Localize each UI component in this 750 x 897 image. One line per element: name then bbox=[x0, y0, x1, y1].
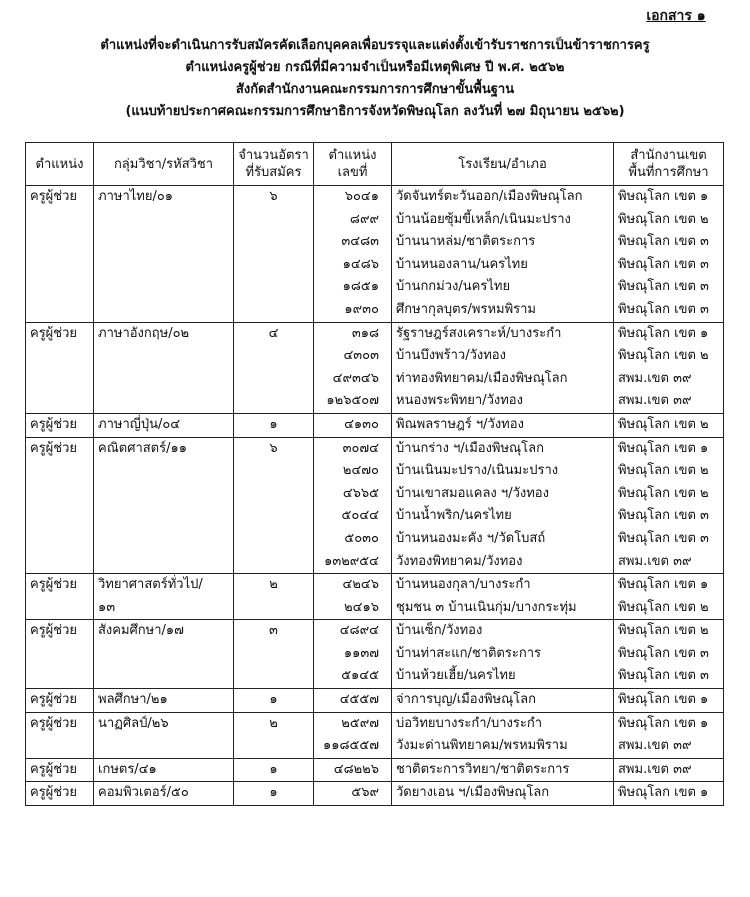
cell-count: ๔ bbox=[234, 322, 314, 345]
cell-subject: คณิตศาสตร์/๑๑ bbox=[94, 437, 234, 460]
cell-subject bbox=[94, 231, 234, 254]
cell-office: พิษณุโลก เขต ๑ bbox=[614, 437, 724, 460]
cell-code: ๑๒๖๕๐๗ bbox=[314, 390, 392, 413]
header-line-2: ตำแหน่งครูผู้ช่วย กรณีที่มีความจำเป็นหรือมีเหตุพิเศษ ปี พ.ศ. ๒๕๖๒ bbox=[185, 60, 565, 75]
table-row bbox=[26, 254, 724, 277]
cell-count bbox=[234, 460, 314, 483]
cell-code: ๘๙๙ bbox=[314, 209, 392, 232]
cell-count: ๒ bbox=[234, 574, 314, 597]
header-subject: กลุ่มวิชา/รหัสวิชา bbox=[94, 143, 234, 186]
cell-code: ๑๙๓๐ bbox=[314, 299, 392, 322]
cell-subject: เกษตร/๔๑ bbox=[94, 758, 234, 782]
cell-school: จ่าการบุญ/เมืองพิษณุโลก bbox=[392, 689, 614, 713]
table-row bbox=[26, 299, 724, 322]
cell-office: พิษณุโลก เขต ๓ bbox=[614, 254, 724, 277]
cell-subject: คอมพิวเตอร์/๕๐ bbox=[94, 782, 234, 806]
document-header bbox=[20, 35, 730, 123]
cell-code: ๓๑๘ bbox=[314, 322, 392, 345]
cell-subject bbox=[94, 735, 234, 758]
cell-code: ๑๘๕๑ bbox=[314, 276, 392, 299]
cell-office: พิษณุโลก เขต ๓ bbox=[614, 528, 724, 551]
cell-count bbox=[234, 231, 314, 254]
cell-school: รัฐราษฎร์สงเคราะห์/บางระกำ bbox=[392, 322, 614, 345]
cell-school: ท่าทองพิทยาคม/เมืองพิษณุโลก bbox=[392, 368, 614, 391]
table-row bbox=[26, 735, 724, 758]
cell-school: วังมะด่านพิทยาคม/พรหมพิราม bbox=[392, 735, 614, 758]
cell-count bbox=[234, 597, 314, 620]
cell-office: พิษณุโลก เขต ๓ bbox=[614, 299, 724, 322]
cell-code: ๒๔๗๐ bbox=[314, 460, 392, 483]
cell-school: บ้านน้อยซุ้มขี้เหล็ก/เนินมะปราง bbox=[392, 209, 614, 232]
cell-subject: ภาษาไทย/๐๑ bbox=[94, 186, 234, 209]
cell-position bbox=[26, 597, 94, 620]
header-line-3: สังกัดสำนักงานคณะกรรมการการศึกษาขั้นพื้นฐาน bbox=[235, 82, 515, 97]
cell-position: ครูผู้ช่วย bbox=[26, 620, 94, 643]
table-row bbox=[26, 551, 724, 574]
document-number: เอกสาร ๑ bbox=[646, 8, 706, 24]
cell-school: บ้านหนองมะคัง ฯ/วัดโบสถ์ bbox=[392, 528, 614, 551]
cell-school: บ้านน้ำพริก/นครไทย bbox=[392, 505, 614, 528]
cell-count bbox=[234, 299, 314, 322]
cell-subject bbox=[94, 460, 234, 483]
table-row bbox=[26, 620, 724, 643]
cell-position: ครูผู้ช่วย bbox=[26, 574, 94, 597]
cell-position bbox=[26, 299, 94, 322]
cell-office: พิษณุโลก เขต ๒ bbox=[614, 345, 724, 368]
cell-subject bbox=[94, 551, 234, 574]
cell-position bbox=[26, 643, 94, 666]
cell-count bbox=[234, 209, 314, 232]
table-row bbox=[26, 209, 724, 232]
cell-position bbox=[26, 735, 94, 758]
cell-code: ๕๖๙ bbox=[314, 782, 392, 806]
cell-code: ๕๐๔๔ bbox=[314, 505, 392, 528]
cell-count: ๒ bbox=[234, 712, 314, 735]
cell-code: ๑๓๒๙๕๔ bbox=[314, 551, 392, 574]
table-row bbox=[26, 186, 724, 209]
table-row bbox=[26, 460, 724, 483]
table-row bbox=[26, 276, 724, 299]
cell-position bbox=[26, 345, 94, 368]
cell-count: ๑ bbox=[234, 758, 314, 782]
cell-count bbox=[234, 368, 314, 391]
cell-count bbox=[234, 735, 314, 758]
cell-count bbox=[234, 551, 314, 574]
table-row bbox=[26, 665, 724, 688]
cell-code: ๖๐๔๑ bbox=[314, 186, 392, 209]
cell-school: บ้านเซ็ก/วังทอง bbox=[392, 620, 614, 643]
cell-school: ศึกษากุลบุตร/พรหมพิราม bbox=[392, 299, 614, 322]
cell-office: พิษณุโลก เขต ๒ bbox=[614, 483, 724, 506]
table-row bbox=[26, 483, 724, 506]
cell-office: สพม.เขต ๓๙ bbox=[614, 368, 724, 391]
cell-subject bbox=[94, 643, 234, 666]
header-code: ตำแหน่งเลขที่ bbox=[314, 143, 392, 186]
cell-subject bbox=[94, 665, 234, 688]
cell-code: ๓๔๘๓ bbox=[314, 231, 392, 254]
cell-subject bbox=[94, 276, 234, 299]
cell-position bbox=[26, 231, 94, 254]
cell-office: พิษณุโลก เขต ๓ bbox=[614, 643, 724, 666]
table-row bbox=[26, 368, 724, 391]
cell-subject: ๑๓ bbox=[94, 597, 234, 620]
table-row bbox=[26, 758, 724, 782]
cell-count bbox=[234, 665, 314, 688]
cell-subject bbox=[94, 299, 234, 322]
cell-office: พิษณุโลก เขต ๒ bbox=[614, 620, 724, 643]
cell-office: พิษณุโลก เขต ๒ bbox=[614, 460, 724, 483]
cell-code: ๔๒๔๖ bbox=[314, 574, 392, 597]
cell-position bbox=[26, 254, 94, 277]
cell-code: ๕๐๓๐ bbox=[314, 528, 392, 551]
cell-subject bbox=[94, 505, 234, 528]
table-row bbox=[26, 528, 724, 551]
cell-subject bbox=[94, 209, 234, 232]
cell-code: ๔๖๖๕ bbox=[314, 483, 392, 506]
cell-office: พิษณุโลก เขต ๒ bbox=[614, 209, 724, 232]
cell-count bbox=[234, 528, 314, 551]
cell-count bbox=[234, 254, 314, 277]
cell-office: พิษณุโลก เขต ๑ bbox=[614, 322, 724, 345]
cell-office: สพม.เขต ๓๙ bbox=[614, 735, 724, 758]
cell-count: ๖ bbox=[234, 437, 314, 460]
cell-code: ๑๔๘๖ bbox=[314, 254, 392, 277]
table-row bbox=[26, 345, 724, 368]
cell-office: พิษณุโลก เขต ๓ bbox=[614, 505, 724, 528]
cell-office: พิษณุโลก เขต ๑ bbox=[614, 712, 724, 735]
cell-subject bbox=[94, 390, 234, 413]
cell-school: บ้านบึงพร้าว/วังทอง bbox=[392, 345, 614, 368]
cell-position: ครูผู้ช่วย bbox=[26, 689, 94, 713]
cell-office: พิษณุโลก เขต ๓ bbox=[614, 276, 724, 299]
cell-subject: สังคมศึกษา/๑๗ bbox=[94, 620, 234, 643]
cell-position: ครูผู้ช่วย bbox=[26, 712, 94, 735]
table-row bbox=[26, 322, 724, 345]
cell-position bbox=[26, 665, 94, 688]
cell-position bbox=[26, 460, 94, 483]
cell-school: บ้านท่าสะแก/ชาติตระการ bbox=[392, 643, 614, 666]
cell-school: วัดยางเอน ฯ/เมืองพิษณุโลก bbox=[392, 782, 614, 806]
cell-school: บ้านกร่าง ฯ/เมืองพิษณุโลก bbox=[392, 437, 614, 460]
header-office: สำนักงานเขตพื้นที่การศึกษา bbox=[614, 143, 724, 186]
cell-subject: วิทยาศาสตร์ทั่วไป/ bbox=[94, 574, 234, 597]
cell-count: ๓ bbox=[234, 620, 314, 643]
cell-position bbox=[26, 528, 94, 551]
cell-office: พิษณุโลก เขต ๓ bbox=[614, 665, 724, 688]
cell-count: ๑ bbox=[234, 782, 314, 806]
table-row bbox=[26, 413, 724, 437]
cell-school: บ้านนาหล่ม/ชาติตระการ bbox=[392, 231, 614, 254]
table-row bbox=[26, 643, 724, 666]
cell-code: ๔๘๙๔ bbox=[314, 620, 392, 643]
cell-subject bbox=[94, 368, 234, 391]
cell-school: บ้านห้วยเฮี้ย/นครไทย bbox=[392, 665, 614, 688]
cell-position: ครูผู้ช่วย bbox=[26, 322, 94, 345]
cell-school: บ้านหนองกุลา/บางระกำ bbox=[392, 574, 614, 597]
table-row bbox=[26, 505, 724, 528]
cell-count bbox=[234, 483, 314, 506]
cell-position bbox=[26, 368, 94, 391]
cell-code: ๒๕๙๗ bbox=[314, 712, 392, 735]
header-position: ตำแหน่ง bbox=[26, 143, 94, 186]
table-row bbox=[26, 782, 724, 806]
table-row bbox=[26, 597, 724, 620]
cell-subject bbox=[94, 528, 234, 551]
cell-position: ครูผู้ช่วย bbox=[26, 758, 94, 782]
cell-school: หนองพระพิทยา/วังทอง bbox=[392, 390, 614, 413]
cell-school: วัดจันทร์ตะวันออก/เมืองพิษณุโลก bbox=[392, 186, 614, 209]
cell-office: พิษณุโลก เขต ๑ bbox=[614, 689, 724, 713]
cell-subject: นาฏศิลป์/๒๖ bbox=[94, 712, 234, 735]
cell-office: พิษณุโลก เขต ๑ bbox=[614, 782, 724, 806]
cell-school: บ้านหนองลาน/นครไทย bbox=[392, 254, 614, 277]
table-row bbox=[26, 437, 724, 460]
cell-office: สพม.เขต ๓๙ bbox=[614, 551, 724, 574]
cell-position bbox=[26, 276, 94, 299]
header-line-4: (แนบท้ายประกาศคณะกรรมการศึกษาธิการจังหวัดพิษณุโลก ลงวันที่ ๒๗ มิถุนายน ๒๕๖๒) bbox=[125, 104, 625, 119]
cell-code: ๒๔๑๖ bbox=[314, 597, 392, 620]
cell-code: ๑๑๓๗ bbox=[314, 643, 392, 666]
cell-code: ๔๘๒๒๖ bbox=[314, 758, 392, 782]
cell-subject bbox=[94, 345, 234, 368]
cell-count bbox=[234, 643, 314, 666]
cell-code: ๔๙๓๔๖ bbox=[314, 368, 392, 391]
cell-count bbox=[234, 345, 314, 368]
cell-school: บ่อวิทยบางระกำ/บางระกำ bbox=[392, 712, 614, 735]
cell-subject: ภาษาอังกฤษ/๐๒ bbox=[94, 322, 234, 345]
cell-school: บ้านกกม่วง/นครไทย bbox=[392, 276, 614, 299]
cell-subject bbox=[94, 483, 234, 506]
cell-office: สพม.เขต ๓๙ bbox=[614, 758, 724, 782]
cell-code: ๔๓๐๓ bbox=[314, 345, 392, 368]
cell-subject: ภาษาญี่ปุ่น/๐๔ bbox=[94, 413, 234, 437]
header-count: จำนวนอัตราที่รับสมัคร bbox=[234, 143, 314, 186]
table-row bbox=[26, 712, 724, 735]
table-row bbox=[26, 390, 724, 413]
cell-position bbox=[26, 209, 94, 232]
positions-table bbox=[25, 142, 724, 806]
cell-position bbox=[26, 483, 94, 506]
cell-position bbox=[26, 390, 94, 413]
cell-school: พิณพลราษฎร์ ฯ/วังทอง bbox=[392, 413, 614, 437]
cell-count: ๖ bbox=[234, 186, 314, 209]
cell-school: วังทองพิทยาคม/วังทอง bbox=[392, 551, 614, 574]
table-row bbox=[26, 231, 724, 254]
cell-school: ชาติตระการวิทยา/ชาติตระการ bbox=[392, 758, 614, 782]
cell-office: พิษณุโลก เขต ๑ bbox=[614, 574, 724, 597]
cell-code: ๔๕๕๗ bbox=[314, 689, 392, 713]
cell-code: ๓๐๗๔ bbox=[314, 437, 392, 460]
cell-position: ครูผู้ช่วย bbox=[26, 437, 94, 460]
cell-count: ๑ bbox=[234, 413, 314, 437]
cell-position: ครูผู้ช่วย bbox=[26, 413, 94, 437]
cell-code: ๕๑๔๕ bbox=[314, 665, 392, 688]
cell-count bbox=[234, 276, 314, 299]
cell-school: ชุมชน ๓ บ้านเนินกุ่ม/บางกระทุ่ม bbox=[392, 597, 614, 620]
cell-school: บ้านเขาสมอแคลง ฯ/วังทอง bbox=[392, 483, 614, 506]
cell-code: ๑๑๘๕๕๗ bbox=[314, 735, 392, 758]
cell-code: ๔๑๓๐ bbox=[314, 413, 392, 437]
cell-office: พิษณุโลก เขต ๒ bbox=[614, 597, 724, 620]
table-row bbox=[26, 574, 724, 597]
cell-position: ครูผู้ช่วย bbox=[26, 186, 94, 209]
cell-subject: พลศึกษา/๒๑ bbox=[94, 689, 234, 713]
cell-office: พิษณุโลก เขต ๒ bbox=[614, 413, 724, 437]
cell-office: พิษณุโลก เขต ๑ bbox=[614, 186, 724, 209]
cell-position bbox=[26, 505, 94, 528]
table-row bbox=[26, 689, 724, 713]
cell-subject bbox=[94, 254, 234, 277]
cell-office: พิษณุโลก เขต ๓ bbox=[614, 231, 724, 254]
cell-count: ๑ bbox=[234, 689, 314, 713]
cell-position: ครูผู้ช่วย bbox=[26, 782, 94, 806]
cell-position bbox=[26, 551, 94, 574]
cell-school: บ้านเนินมะปราง/เนินมะปราง bbox=[392, 460, 614, 483]
cell-office: สพม.เขต ๓๙ bbox=[614, 390, 724, 413]
header-school: โรงเรียน/อำเภอ bbox=[392, 143, 614, 186]
table-body bbox=[26, 186, 724, 806]
cell-count bbox=[234, 505, 314, 528]
header-line-1: ตำแหน่งที่จะดำเนินการรับสมัครคัดเลือกบุคคลเพื่อบรรจุและแต่งตั้งเข้ารับราชการเป็นข้าราชการครู bbox=[100, 38, 650, 53]
cell-count bbox=[234, 390, 314, 413]
table-header-row bbox=[26, 143, 724, 186]
